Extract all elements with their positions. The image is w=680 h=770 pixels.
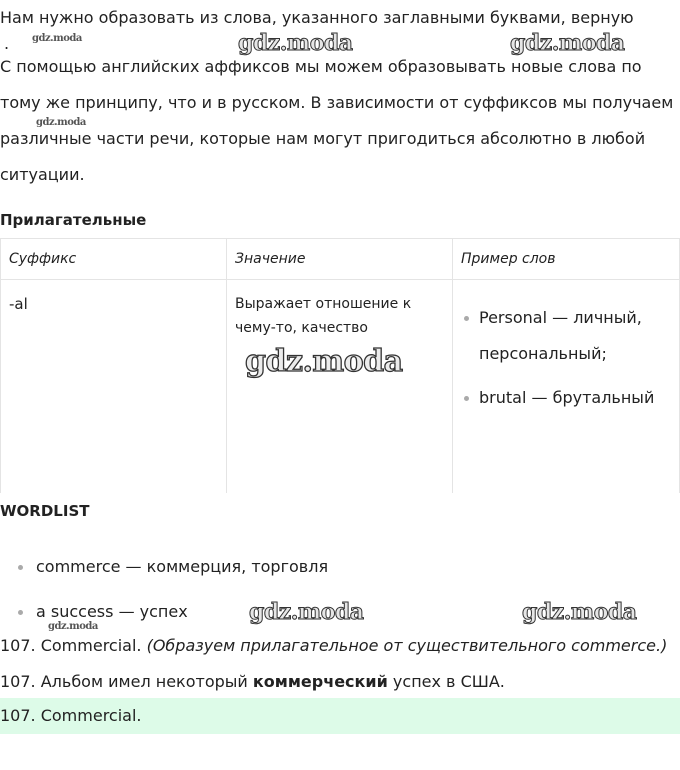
intro-line: Нам нужно образовать из слова, указанного заглавными буквами, верную <box>0 8 634 27</box>
adjectives-heading: Прилагательные <box>0 211 147 229</box>
watermark-logo: gdz.moda <box>510 30 625 56</box>
watermark-small: gdz.moda <box>36 117 86 128</box>
solution-word: 107. Commercial. <box>0 636 142 655</box>
wordlist-heading: WORDLIST <box>0 502 90 520</box>
list-item: brutal — брутальный <box>479 380 671 416</box>
sentence-start: 107. Альбом имел некоторый <box>0 672 248 691</box>
meaning-value: Выражает отношение к чему-то, качество <box>235 296 412 336</box>
watermark-small: gdz.moda <box>32 33 82 44</box>
suffix-value: -al <box>9 295 28 313</box>
watermark-logo: gdz.moda <box>522 599 637 625</box>
intro-paragraph: С помощью английских аффиксов мы можем образовывать новые слова по тому же принципу, что и в русском. В зависимости от суффиксов мы получаем различные части речи, которые нам могут пригодиться абсолютно в любой ситуации. <box>0 57 674 184</box>
solution-note: (Образуем прилагательное от существительного commerce.) <box>146 636 668 655</box>
cell-suffix <box>1 280 227 494</box>
cell-examples <box>453 280 680 494</box>
header-meaning: Значение <box>227 239 453 280</box>
intro-line-cont: . <box>4 34 10 53</box>
table-header-row <box>1 239 680 280</box>
list-item: a success — успех <box>0 602 328 647</box>
sentence-bold-word: коммерческий <box>252 672 388 691</box>
header-suffix: Суффикс <box>1 239 227 280</box>
watermark-logo: gdz.moda <box>245 344 403 379</box>
table-row <box>1 280 680 494</box>
solution-line-2 <box>0 672 505 692</box>
answer-text: 107. Commercial. <box>0 706 142 725</box>
watermark-small: gdz.moda <box>48 621 98 632</box>
solution-line-1 <box>0 636 667 656</box>
list-item: Personal — личный, персональный; <box>479 300 671 372</box>
watermark-logo: gdz.moda <box>238 30 353 56</box>
list-item: commerce — коммерция, торговля <box>0 557 328 602</box>
sentence-end: успех в США. <box>392 672 505 691</box>
watermark-logo: gdz.moda <box>249 599 364 625</box>
examples-list <box>461 300 671 416</box>
header-examples: Пример слов <box>453 239 680 280</box>
cell-meaning <box>227 280 453 494</box>
